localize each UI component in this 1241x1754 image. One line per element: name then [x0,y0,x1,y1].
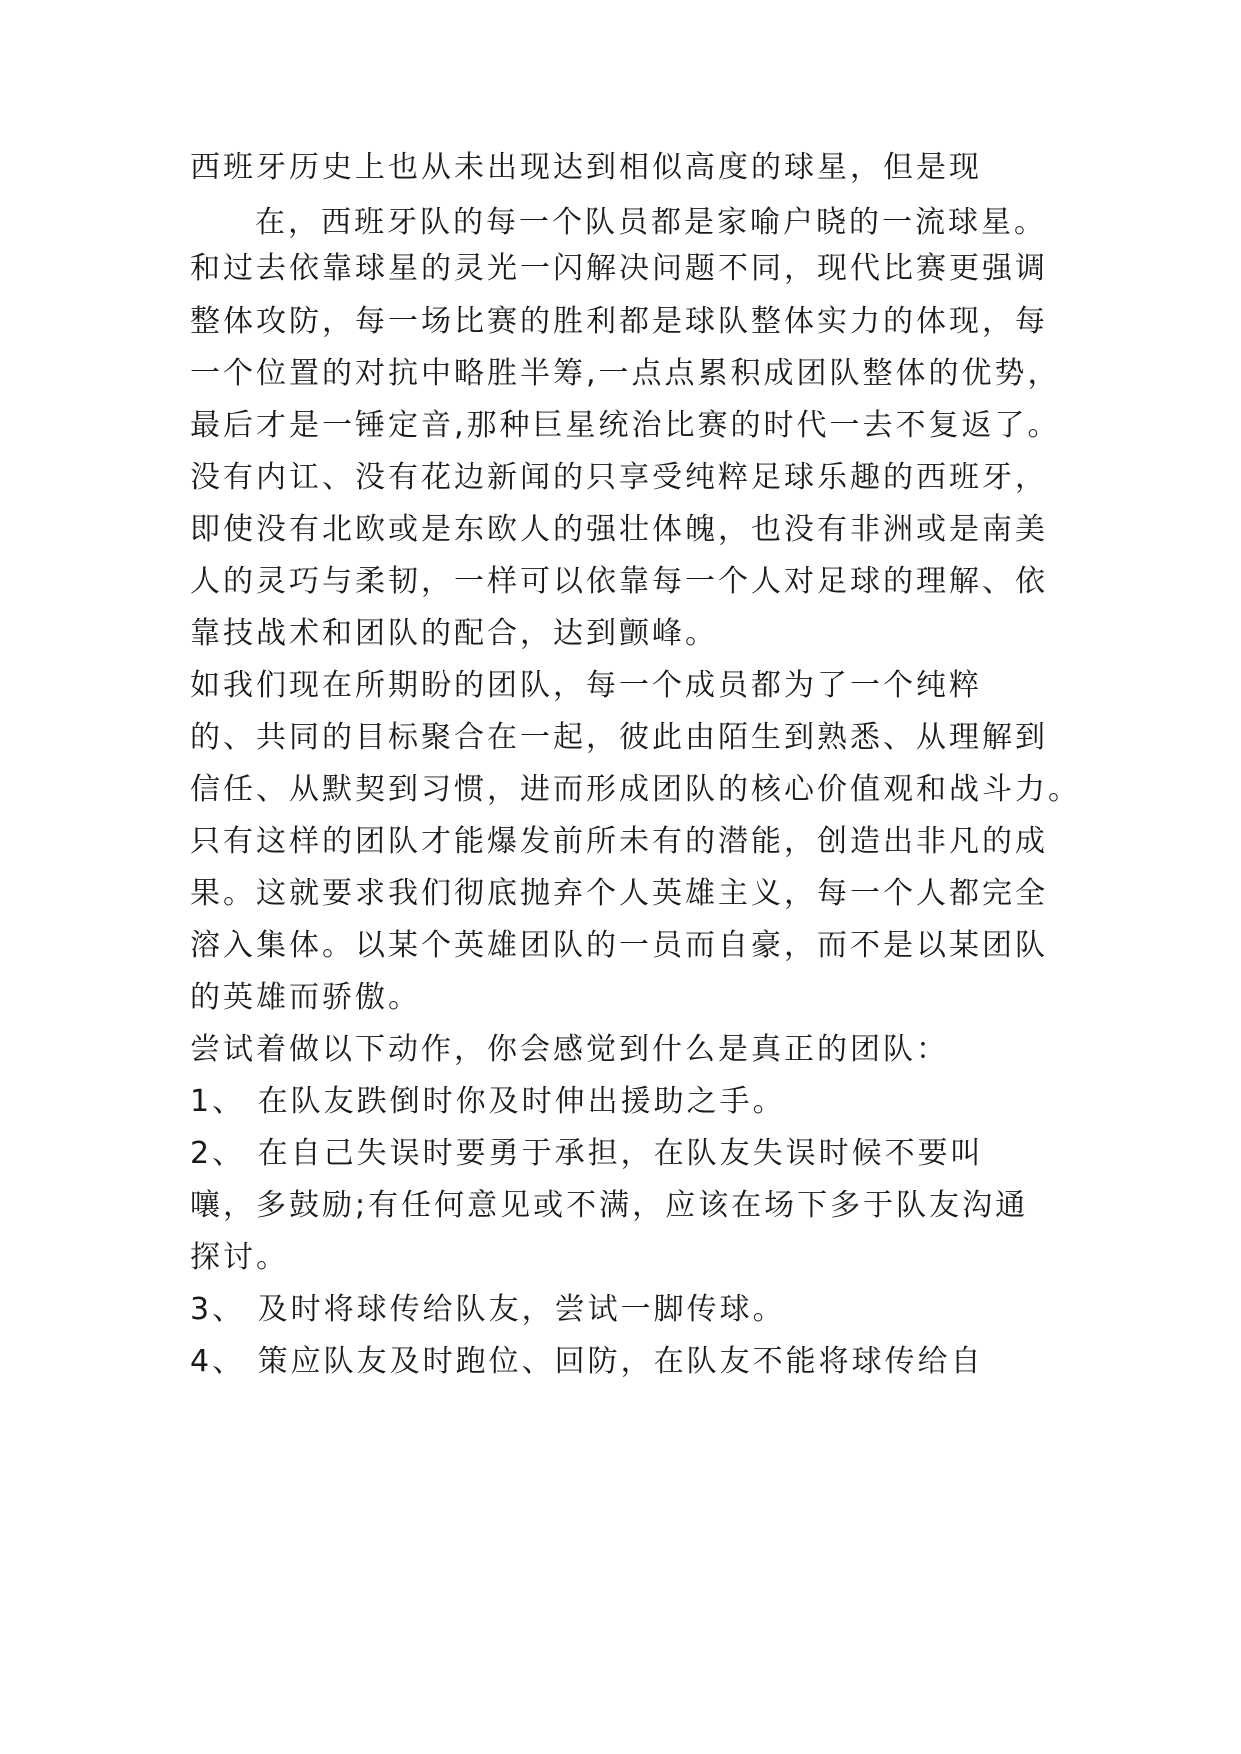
text-line: 只有这样的团队才能爆发前所未有的潜能，创造出非凡的成 [190,824,1048,859]
text-line: 西班牙历史上也从未出现达到相似高度的球星，但是现 [190,150,982,185]
text-line: 整体攻防，每一场比赛的胜利都是球队整体实力的体现，每 [190,304,1048,339]
text-line: 的、共同的目标聚合在一起，彼此由陌生到熟悉、从理解到 [190,720,1048,755]
text-line: 溶入集体。以某个英雄团队的一员而自豪，而不是以某团队 [190,928,1048,963]
text-line: 一个位置的对抗中略胜半筹,一点点累积成团队整体的优势， [190,356,1061,391]
text-line: 1、 在队友跌倒时你及时伸出援助之手。 [190,1084,786,1119]
text-line: 4、 策应队友及时跑位、回防，在队友不能将球传给自 [190,1344,984,1379]
text-line: 3、 及时将球传给队友，尝试一脚传球。 [190,1292,786,1327]
text-line: 如我们现在所期盼的团队，每一个成员都为了一个纯粹 [190,668,982,703]
text-line: 靠技战术和团队的配合，达到颤峰。 [190,616,718,651]
text-line: 人的灵巧与柔韧，一样可以依靠每一个人对足球的理解、依 [190,564,1048,599]
text-line: 没有内讧、没有花边新闻的只享受纯粹足球乐趣的西班牙， [190,460,1048,495]
text-line: 信任、从默契到习惯，进而形成团队的核心价值观和战斗力。 [190,772,1081,807]
text-line: 和过去依靠球星的灵光一闪解决问题不同，现代比赛更强调 [190,251,1048,286]
text-line: 果。这就要求我们彻底抛弃个人英雄主义，每一个人都完全 [190,876,1048,911]
text-line: 即使没有北欧或是东欧人的强壮体魄，也没有非洲或是南美 [190,512,1048,547]
text-line: 在，西班牙队的每一个队员都是家喻户晓的一流球星。 [255,205,1047,240]
text-line: 尝试着做以下动作，你会感觉到什么是真正的团队： [190,1032,949,1067]
text-line: 探讨。 [190,1240,289,1275]
text-line: 最后才是一锤定音,那种巨星统治比赛的时代一去不复返了。 [190,408,1061,443]
text-line: 嚷，多鼓励;有任何意见或不满，应该在场下多于队友沟通 [190,1188,1029,1223]
text-line: 2、 在自己失误时要勇于承担，在队友失误时候不要叫 [190,1136,984,1171]
text-line: 的英雄而骄傲。 [190,980,421,1015]
